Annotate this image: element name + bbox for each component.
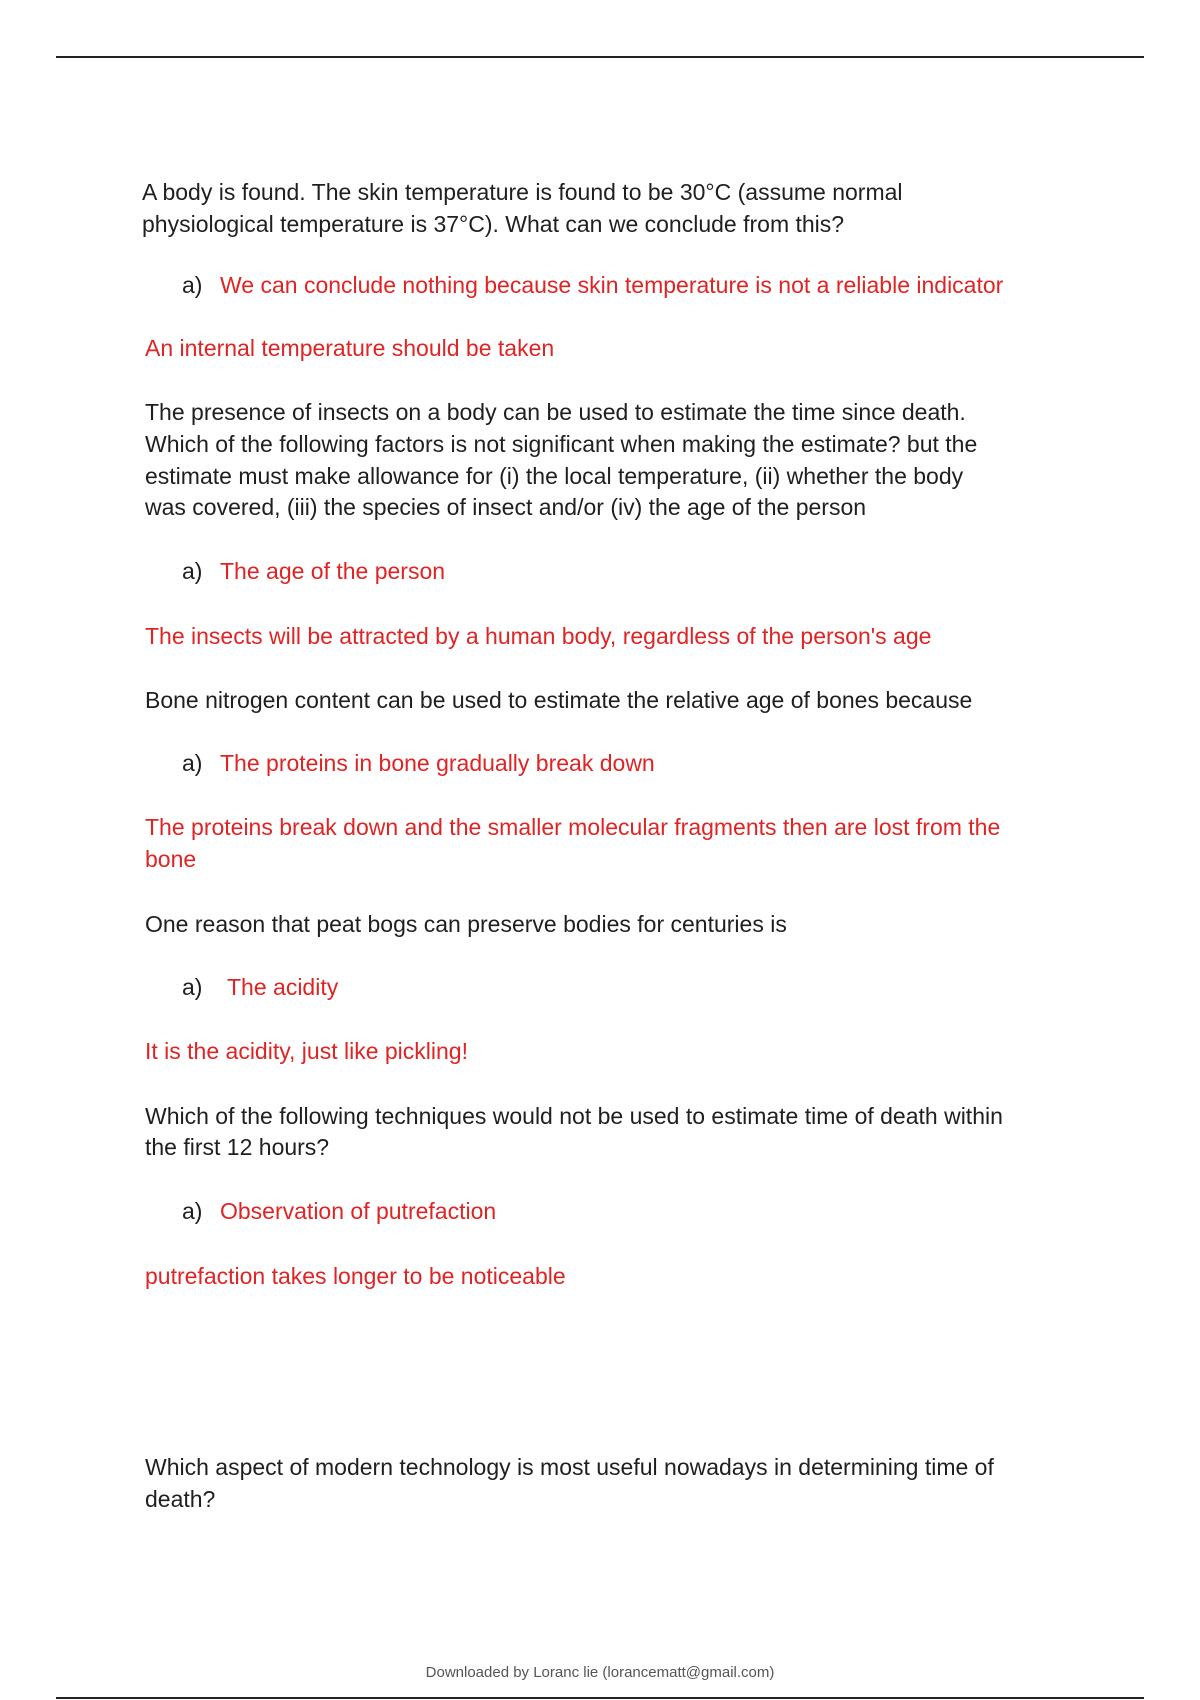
question-4-line-1: One reason that peat bogs can preserve bodies for centuries is xyxy=(145,911,787,937)
question-1-explanation: An internal temperature should be taken xyxy=(145,335,555,361)
question-1-line-2: physiological temperature is 37°C). What can we conclude from this? xyxy=(142,211,845,237)
answer-label: a) xyxy=(182,558,203,584)
question-5-line-2: the first 12 hours? xyxy=(145,1134,330,1160)
question-3-line-1: Bone nitrogen content can be used to estimate the relative age of bones because xyxy=(145,687,973,713)
question-3-answer xyxy=(182,747,655,779)
question-2-line-3: estimate must make allowance for (i) the local temperature, (ii) whether the body xyxy=(145,463,964,489)
question-1-line-1: A body is found. The skin temperature is found to be 30°C (assume normal xyxy=(142,179,903,205)
question-2-line-2: Which of the following factors is not significant when making the estimate? but the xyxy=(145,431,978,457)
answer-text: The age of the person xyxy=(220,558,446,584)
question-6-line-2: death? xyxy=(145,1486,216,1512)
answer-text: The proteins in bone gradually break down xyxy=(220,750,655,776)
footer-rule xyxy=(56,1697,1144,1699)
answer-text: Observation of putrefaction xyxy=(220,1198,497,1224)
header-rule xyxy=(56,56,1144,58)
question-5-line-1: Which of the following techniques would not be used to estimate time of death within xyxy=(145,1103,1003,1129)
answer-text: The acidity xyxy=(227,974,339,1000)
question-3-explanation-line-1: The proteins break down and the smaller molecular fragments then are lost from the xyxy=(145,814,1001,840)
answer-label: a) xyxy=(182,272,203,298)
question-4-answer xyxy=(182,971,338,1003)
question-4-explanation: It is the acidity, just like pickling! xyxy=(145,1038,468,1064)
question-2-explanation: The insects will be attracted by a human body, regardless of the person's age xyxy=(145,623,932,649)
question-2-line-4: was covered, (iii) the species of insect and/or (iv) the age of the person xyxy=(145,494,867,520)
question-2-line-1: The presence of insects on a body can be used to estimate the time since death. xyxy=(145,399,966,425)
question-2-answer xyxy=(182,555,445,587)
answer-label: a) xyxy=(182,1198,203,1224)
answer-label: a) xyxy=(182,750,203,776)
question-3-explanation-line-2: bone xyxy=(145,846,197,872)
answer-label: a) xyxy=(182,974,203,1000)
question-5-explanation: putrefaction takes longer to be noticeable xyxy=(145,1263,566,1289)
answer-text: We can conclude nothing because skin temperature is not a reliable indicator xyxy=(220,272,1004,298)
question-5-answer xyxy=(182,1195,496,1227)
download-footer: Downloaded by Loranc lie (lorancematt@gmail.com) xyxy=(425,1664,775,1681)
question-6-line-1: Which aspect of modern technology is most useful nowadays in determining time of xyxy=(145,1454,994,1480)
question-1-answer xyxy=(182,269,1003,301)
